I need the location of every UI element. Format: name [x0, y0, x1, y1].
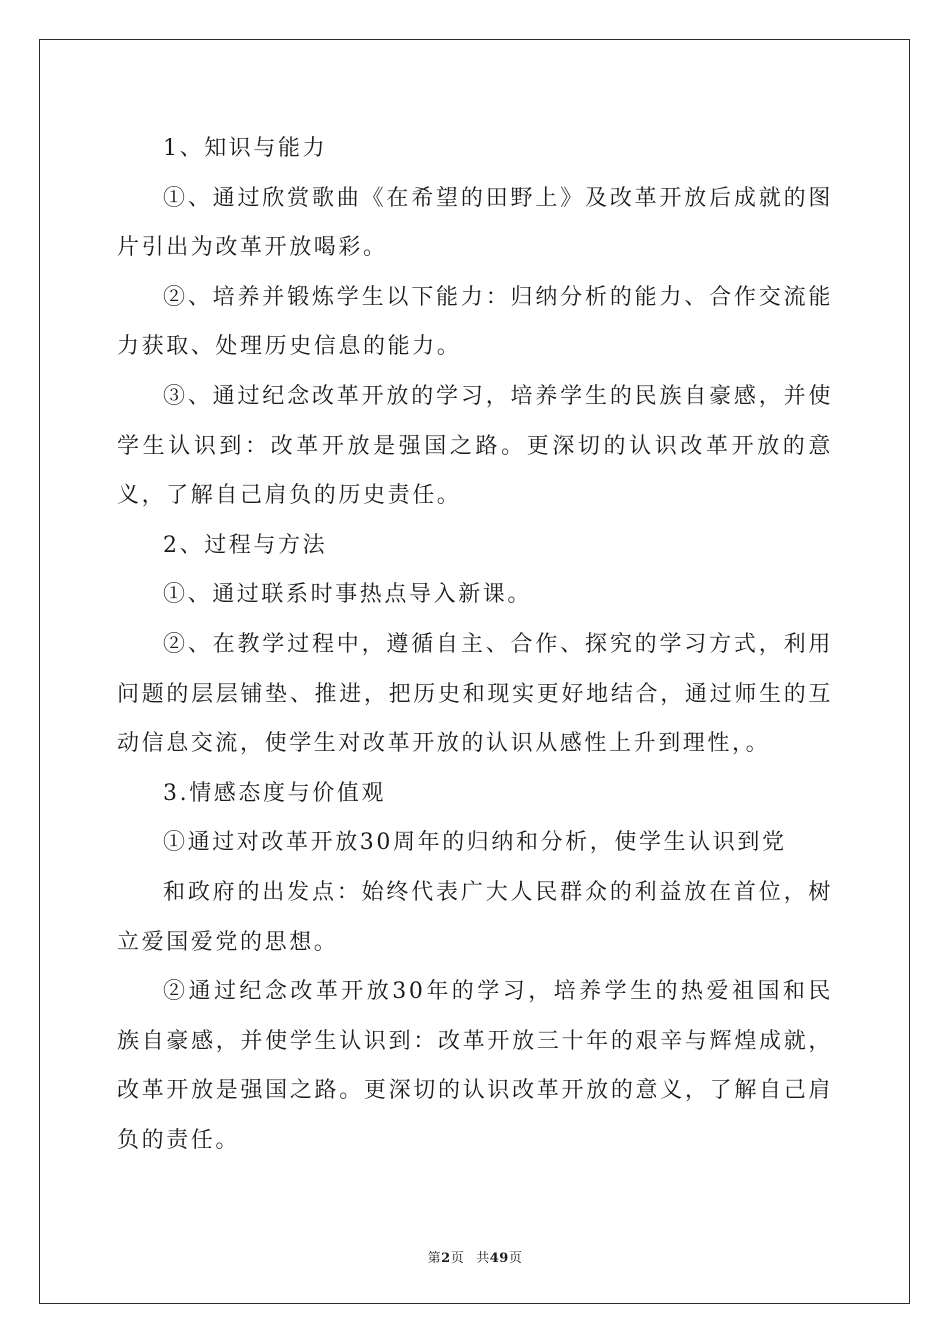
paragraph-goal-1-2: ②、培养并锻炼学生以下能力：归纳分析的能力、合作交流能力获取、处理历史信息的能力。 — [117, 284, 833, 360]
section-heading-values: 3.情感态度与价值观 — [163, 780, 386, 806]
paragraph-goal-3-1-cont: 和政府的出发点：始终代表广大人民群众的利益放在首位，树立爱国爱党的思想。 — [117, 879, 833, 955]
footer-page-prefix: 第 — [427, 1251, 442, 1266]
paragraph-goal-3-1: ①通过对改革开放30周年的归纳和分析，使学生认识到党 — [163, 830, 787, 856]
footer-total-prefix: 共 — [476, 1251, 490, 1266]
page-footer — [0, 1247, 950, 1266]
paragraph-goal-3-2: ②通过纪念改革开放30年的学习，培养学生的热爱祖国和民族自豪感，并使学生认识到：改革开放三十年的艰辛与辉煌成就，改革开放是强国之路。更深切的认识改革开放的意义，了解自己肩负的责任。 — [117, 979, 833, 1153]
section-heading-knowledge: 1、知识与能力 — [163, 136, 328, 161]
paragraph-goal-1-3: ③、通过纪念改革开放的学习，培养学生的民族自豪感，并使学生认识到：改革开放是强国之路。更深切的认识改革开放的意义，了解自己肩负的历史责任。 — [117, 383, 833, 509]
footer-page-number: 2 — [441, 1251, 451, 1266]
document-body — [117, 124, 833, 1165]
paragraph-goal-2-2: ②、在教学过程中，遵循自主、合作、探究的学习方式，利用问题的层层铺垫、推进，把历史和现实更好地结合，通过师生的互动信息交流，使学生对改革开放的认识从感性上升到理性，。 — [117, 631, 833, 757]
paragraph-goal-2-1: ①、通过联系时事热点导入新课。 — [163, 582, 533, 608]
footer-total-suffix: 页 — [508, 1251, 523, 1266]
paragraph-goal-1-1: ①、通过欣赏歌曲《在希望的田野上》及改革开放后成就的图片引出为改革开放喝彩。 — [117, 185, 833, 261]
section-heading-process: 2、过程与方法 — [163, 532, 328, 558]
footer-total-pages: 49 — [489, 1251, 509, 1266]
footer-page-suffix: 页 — [450, 1251, 465, 1266]
